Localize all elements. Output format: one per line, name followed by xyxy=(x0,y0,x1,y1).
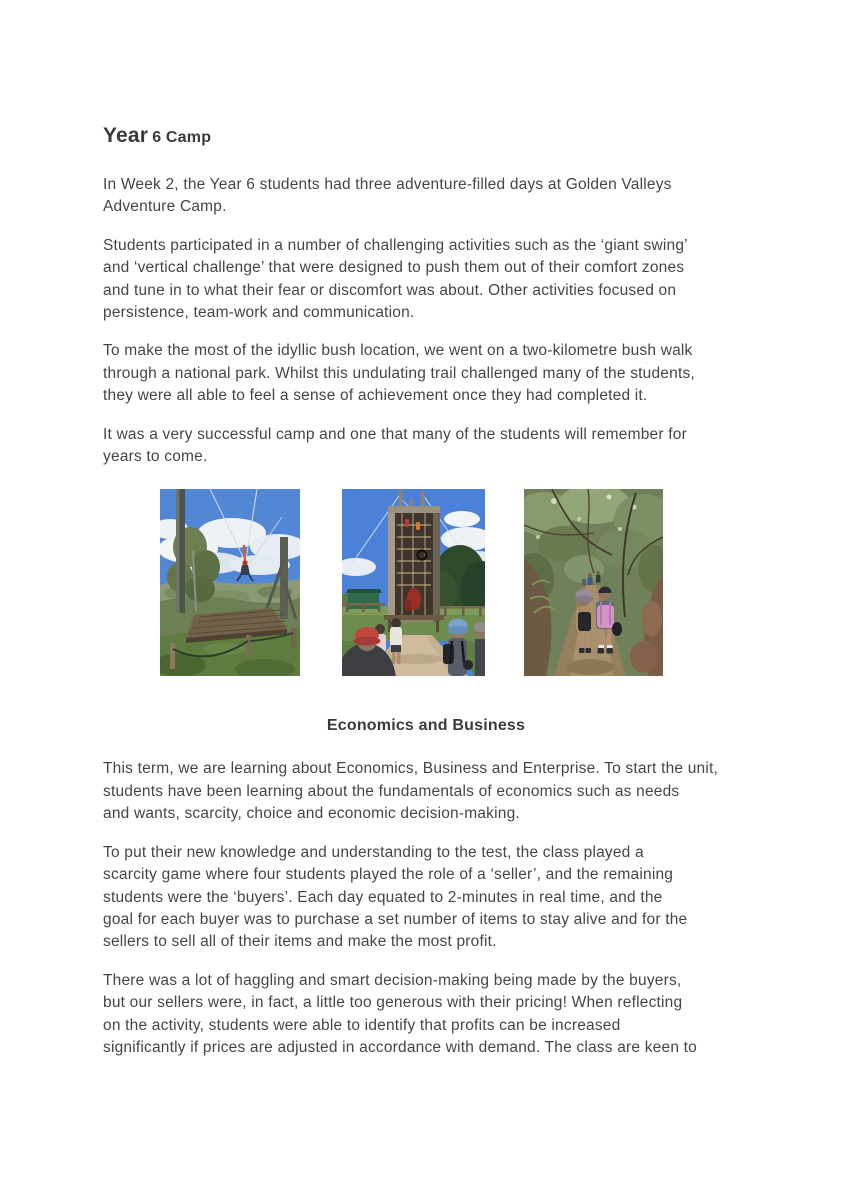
text-line: they were all able to feel a sense of achievement once they had completed it. xyxy=(103,387,648,405)
camp-heading xyxy=(103,119,749,150)
camp-paragraph-3 xyxy=(103,340,749,407)
economics-heading: Economics and Business xyxy=(326,717,526,735)
text-line: goal for each buyer was to purchase a set number of items to stay alive and for the xyxy=(103,910,688,928)
economics-paragraph-1 xyxy=(103,758,749,825)
camp-paragraph-4 xyxy=(103,424,749,469)
text-line: scarcity game where four students played the role of a ‘seller’, and the remaining xyxy=(103,866,674,884)
text-line: To put their new knowledge and understanding to the test, the class played a xyxy=(103,843,644,861)
text-line: Adventure Camp. xyxy=(103,198,227,216)
economics-paragraph-2 xyxy=(103,842,749,954)
bush-walk-photo xyxy=(524,489,663,676)
text-line: and ‘vertical challenge’ that were designed to push them out of their comfort zones xyxy=(103,259,685,277)
camp-paragraph-2 xyxy=(103,235,749,325)
camp-heading-six-camp: 6 Camp xyxy=(152,129,212,146)
text-line: To make the most of the idyllic bush location, we went on a two-kilometre bush walk xyxy=(103,342,693,360)
text-line: significantly if prices are adjusted in accordance with demand. The class are keen to xyxy=(103,1038,697,1056)
giant-swing-photo xyxy=(160,489,300,676)
text-line: sellers to sell all of their items and make the most profit. xyxy=(103,933,497,951)
text-line: and wants, scarcity, choice and economic decision-making. xyxy=(103,805,520,823)
text-line: on the activity, students were able to identify that profits can be increased xyxy=(103,1016,621,1034)
climbing-tower xyxy=(384,489,444,632)
text-line: but our sellers were, in fact, a little too generous with their pricing! When reflecting xyxy=(103,994,683,1012)
text-line: students were the ‘buyers’. Each day equated to 2-minutes in real time, and the xyxy=(103,888,663,906)
text-line: and tune in to what their fear or discomfort was about. Other activities focused on xyxy=(103,281,677,299)
text-line: In Week 2, the Year 6 students had three adventure-filled days at Golden Valleys xyxy=(103,176,672,193)
photo-row xyxy=(103,489,749,676)
vertical-challenge-photo xyxy=(342,489,485,676)
text-line: persistence, team-work and communication. xyxy=(103,304,415,322)
text-line: It was a very successful camp and one that many of the students will remember for xyxy=(103,425,687,443)
camp-paragraph-1 xyxy=(103,174,749,219)
economics-paragraph-3 xyxy=(103,970,749,1060)
camp-heading-year: Year xyxy=(103,124,149,147)
text-line: students have been learning about the fundamentals of economics such as needs xyxy=(103,782,680,800)
text-line: This term, we are learning about Economics, Business and Enterprise. To start the unit, xyxy=(103,760,719,778)
text-line: There was a lot of haggling and smart decision-making being made by the buyers, xyxy=(103,971,682,989)
text-line: through a national park. Whilst this undulating trail challenged many of the students, xyxy=(103,364,695,382)
text-line: years to come. xyxy=(103,448,208,466)
text-line: Students participated in a number of challenging activities such as the ‘giant swing’ xyxy=(103,236,688,254)
